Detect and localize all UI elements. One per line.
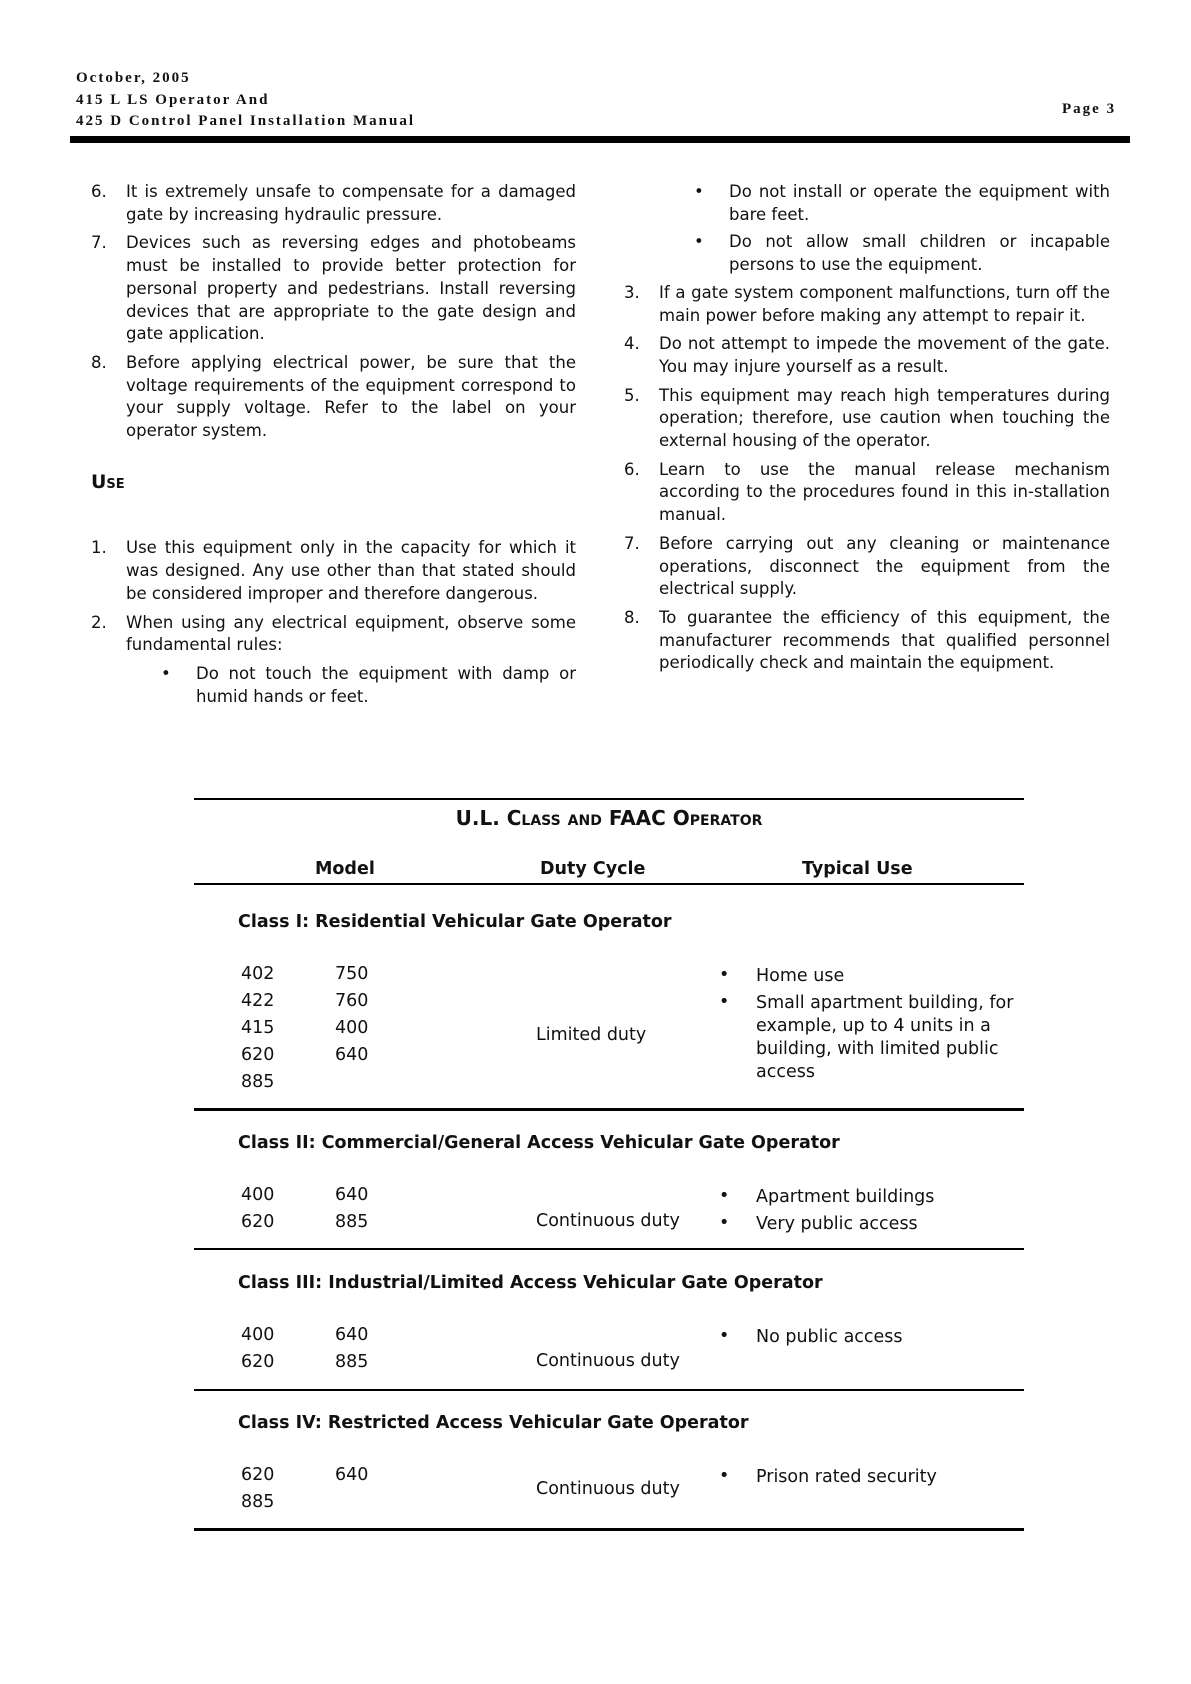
list-item — [624, 282, 1110, 327]
item-number: 4. — [624, 334, 640, 354]
model-number: 885 — [335, 1212, 369, 1232]
bullet-item — [694, 181, 1110, 226]
item-number: 7. — [91, 233, 107, 253]
item-number: 8. — [624, 607, 640, 627]
model-number: 640 — [335, 1045, 369, 1065]
model-number: 415 — [241, 1018, 275, 1038]
bullet-icon: • — [161, 663, 171, 683]
list-item — [91, 537, 576, 605]
left-column — [91, 181, 576, 713]
model-number: 885 — [335, 1352, 369, 1372]
item-text: When using any electrical equipment, observe some fundamental rules: — [126, 612, 576, 655]
item-text: Learn to use the manual release mechanism according to the procedures found in this in-stallation manual. — [659, 459, 1110, 525]
table-title: U.L. Class and FAAC Operator — [455, 806, 763, 830]
page-number: Page 3 — [1062, 101, 1117, 117]
item-number: 2. — [91, 612, 107, 632]
list-item — [91, 612, 576, 657]
list-item — [91, 181, 576, 226]
model-number: 885 — [241, 1492, 275, 1512]
col-header-model: Model — [315, 859, 375, 879]
class-rule — [194, 1108, 1024, 1111]
item-text: Devices such as reversing edges and photobeams must be installed to provide better protection for personal property and pedestrians. Install reversing devices that are appropriate to the gate design and gate application. — [126, 233, 576, 344]
col-header-duty: Duty Cycle — [540, 859, 646, 879]
list-item — [624, 533, 1110, 601]
bullet-icon: • — [719, 965, 730, 985]
item-text: This equipment may reach high temperatures during operation; therefore, use caution when touching the external housing of the operator. — [659, 385, 1110, 451]
bullet-item — [694, 231, 1110, 276]
model-number: 620 — [241, 1465, 275, 1485]
list-item — [91, 232, 576, 346]
class-heading: Class III: Industrial/Limited Access Vehicular Gate Operator — [238, 1273, 823, 1293]
header-title-2: 425 D Control Panel Installation Manual — [76, 113, 415, 129]
col-header-use: Typical Use — [802, 859, 913, 879]
model-number: 620 — [241, 1212, 275, 1232]
header-date: October, 2005 — [76, 70, 191, 86]
bullet-icon: • — [719, 1326, 730, 1346]
header-rule — [70, 136, 1130, 143]
model-number: 760 — [335, 991, 369, 1011]
typical-use: Very public access — [756, 1214, 918, 1234]
item-number: 6. — [91, 182, 107, 201]
model-number: 402 — [241, 964, 275, 984]
typical-use: Home use — [756, 966, 845, 986]
item-text: Do not attempt to impede the movement of the gate. You may injure yourself as a result. — [659, 334, 1110, 376]
typical-use: Small apartment building, for example, up to 4 units in a building, with limited public access — [756, 993, 1014, 1082]
model-number: 400 — [335, 1018, 369, 1038]
bullet-icon: • — [694, 182, 704, 201]
model-number: 640 — [335, 1325, 369, 1345]
item-text: To guarantee the efficiency of this equipment, the manufacturer recommends that qualified personnel periodically check and maintain the equipment. — [659, 607, 1110, 673]
model-number: 422 — [241, 991, 275, 1011]
duty-cycle: Limited duty — [536, 1025, 647, 1045]
model-number: 400 — [241, 1325, 275, 1345]
class-heading: Class IV: Restricted Access Vehicular Gate Operator — [238, 1413, 749, 1433]
typical-use: Apartment buildings — [756, 1187, 935, 1207]
bullet-icon: • — [719, 1466, 730, 1486]
header-title-1: 415 L LS Operator And — [76, 92, 270, 108]
item-text: Before carrying out any cleaning or maintenance operations, disconnect the equipment from the electrical supply. — [659, 533, 1110, 599]
class-rule — [194, 1389, 1024, 1391]
model-number: 750 — [335, 964, 369, 984]
bullet-item — [161, 663, 576, 708]
duty-cycle: Continuous duty — [536, 1479, 680, 1499]
item-number: 3. — [624, 282, 640, 302]
duty-cycle: Continuous duty — [536, 1351, 680, 1371]
model-number: 885 — [241, 1072, 275, 1092]
bullet-icon: • — [719, 1186, 730, 1206]
bullet-text: Do not allow small children or incapable persons to use the equipment. — [729, 232, 1110, 275]
typical-use: Prison rated security — [756, 1467, 937, 1487]
list-item — [624, 607, 1110, 675]
bullet-text: Do not touch the equipment with damp or humid hands or feet. — [196, 663, 576, 706]
item-text: If a gate system component malfunctions, turn off the main power before making any attempt to repair it. — [659, 282, 1110, 325]
right-column — [624, 181, 1110, 681]
item-number: 1. — [91, 538, 107, 558]
item-number: 5. — [624, 385, 640, 405]
list-item — [91, 352, 576, 443]
bullet-text: Do not install or operate the equipment with bare feet. — [729, 182, 1110, 224]
list-item — [624, 333, 1110, 378]
bullet-icon: • — [719, 1213, 730, 1233]
header-rule — [194, 883, 1024, 885]
model-number: 620 — [241, 1352, 275, 1372]
duty-cycle: Continuous duty — [536, 1211, 680, 1231]
table-top-rule — [194, 798, 1024, 800]
item-text: It is extremely unsafe to compensate for a damaged gate by increasing hydraulic pressure. — [126, 182, 576, 224]
model-number: 640 — [335, 1465, 369, 1485]
use-heading: Use — [91, 470, 125, 493]
class-heading: Class I: Residential Vehicular Gate Operator — [238, 912, 672, 932]
class-rule — [194, 1248, 1024, 1250]
list-item — [624, 459, 1110, 527]
model-number: 620 — [241, 1045, 275, 1065]
model-number: 640 — [335, 1185, 369, 1205]
typical-use: No public access — [756, 1327, 903, 1347]
bullet-icon: • — [694, 232, 704, 252]
item-text: Use this equipment only in the capacity for which it was designed. Any use other than that stated should be considered improper and therefore dangerous. — [126, 538, 576, 603]
item-text: Before applying electrical power, be sure that the voltage requirements of the equipment correspond to your supply voltage. Refer to the label on your operator system. — [126, 352, 576, 441]
model-number: 400 — [241, 1185, 275, 1205]
class-heading: Class II: Commercial/General Access Vehicular Gate Operator — [238, 1133, 840, 1153]
list-item — [624, 385, 1110, 453]
item-number: 8. — [91, 352, 107, 372]
class-rule — [194, 1528, 1024, 1531]
item-number: 6. — [624, 459, 640, 479]
bullet-icon: • — [719, 992, 730, 1012]
item-number: 7. — [624, 533, 640, 553]
